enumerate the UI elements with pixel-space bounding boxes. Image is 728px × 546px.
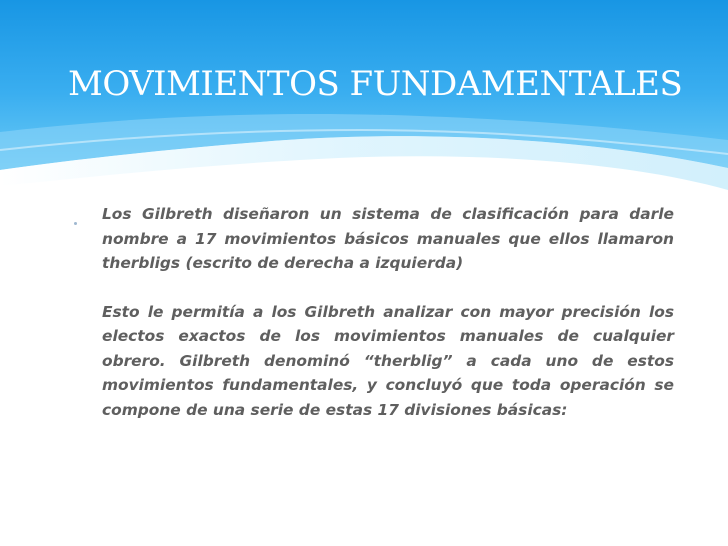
paragraph-2: Esto le permitía a los Gilbreth analizar con mayor precisión los electos exactos de los movimientos manuales de cualquier obrero. Gilbreth denominó “therblig” a cada uno de estos movimientos fundamentales, y concluyó que toda operación se compone de una serie de estas 17 divisiones básicas: — [102, 302, 674, 419]
paragraph-1: Los Gilbreth diseñaron un sistema de clasificación para darle nombre a 17 movimientos básicos manuales que ellos llamaron therbligs (escrito de derecha a izquierda) — [102, 205, 674, 272]
slide-body — [102, 202, 674, 422]
bullet-marker — [74, 222, 77, 225]
slide-title: MOVIMIENTOS FUNDAMENTALES — [68, 64, 683, 104]
